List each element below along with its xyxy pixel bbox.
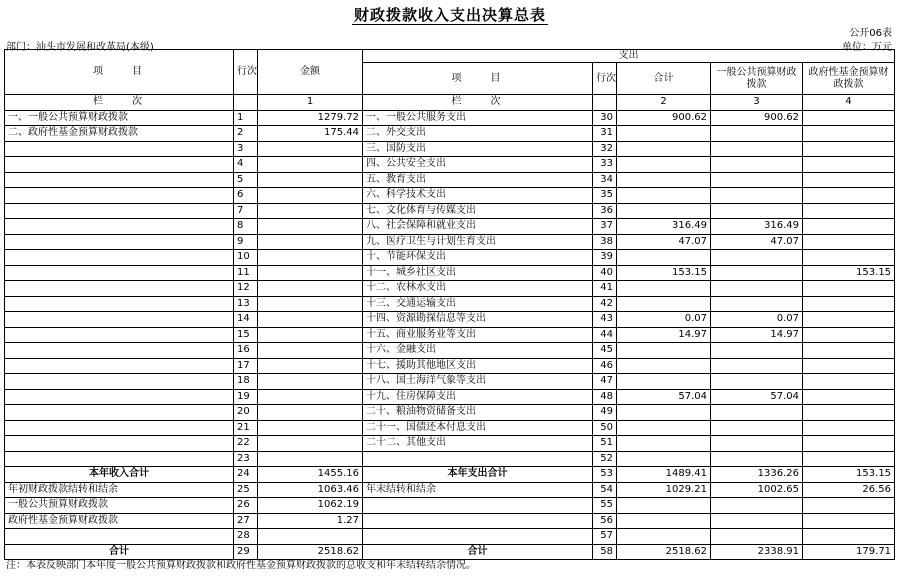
cell-li <box>5 343 234 359</box>
cell-li <box>5 172 234 188</box>
cell-g <box>711 188 803 204</box>
cell-la <box>258 436 363 452</box>
cell-rn: 55 <box>593 498 617 514</box>
cell-f <box>803 389 895 405</box>
cell-t <box>617 513 711 529</box>
cell-t <box>617 126 711 142</box>
footnote: 注：本表反映部门本年度一般公共预算财政拨款和政府性基金预算财政拨款的总收支和年末结转结余情况。 <box>6 560 476 571</box>
cell-g: 57.04 <box>711 389 803 405</box>
table-row <box>5 405 895 421</box>
cell-ln: 1 <box>234 110 258 126</box>
cell-t <box>617 141 711 157</box>
cell-g: 0.07 <box>711 312 803 328</box>
cell-li <box>5 312 234 328</box>
cell-la <box>258 250 363 266</box>
header-fund-budget: 政府性基金预算财政拨款 <box>803 63 895 95</box>
column-num-3: 3 <box>711 95 803 111</box>
cell-f <box>803 327 895 343</box>
cell-li <box>5 281 234 297</box>
cell-rn: 30 <box>593 110 617 126</box>
cell-rn: 39 <box>593 250 617 266</box>
cell-ri: 七、文化体育与传媒支出 <box>363 203 593 219</box>
cell-la <box>258 529 363 545</box>
cell-t: 2518.62 <box>617 544 711 560</box>
cell-ln: 24 <box>234 467 258 483</box>
cell-rn: 58 <box>593 544 617 560</box>
cell-ri: 十三、交通运输支出 <box>363 296 593 312</box>
table-row <box>5 219 895 235</box>
cell-ri <box>363 498 593 514</box>
cell-ri: 十、节能环保支出 <box>363 250 593 266</box>
cell-li <box>5 358 234 374</box>
cell-ln: 6 <box>234 188 258 204</box>
cell-ln: 23 <box>234 451 258 467</box>
cell-g: 14.97 <box>711 327 803 343</box>
cell-rn: 35 <box>593 188 617 204</box>
cell-g <box>711 296 803 312</box>
cell-la: 1455.16 <box>258 467 363 483</box>
cell-la <box>258 219 363 235</box>
table-row <box>5 451 895 467</box>
cell-rn: 45 <box>593 343 617 359</box>
cell-li <box>5 374 234 390</box>
table-row <box>5 467 895 483</box>
cell-rn: 50 <box>593 420 617 436</box>
cell-g: 900.62 <box>711 110 803 126</box>
cell-rn: 40 <box>593 265 617 281</box>
cell-ln: 19 <box>234 389 258 405</box>
cell-g: 47.07 <box>711 234 803 250</box>
cell-ri: 十一、城乡社区支出 <box>363 265 593 281</box>
cell-li <box>5 436 234 452</box>
cell-ri: 十四、资源勘探信息等支出 <box>363 312 593 328</box>
cell-rn: 57 <box>593 529 617 545</box>
cell-ln: 12 <box>234 281 258 297</box>
cell-rn: 56 <box>593 513 617 529</box>
cell-rn: 38 <box>593 234 617 250</box>
cell-la <box>258 234 363 250</box>
header-row-no-right: 行次 <box>593 63 617 95</box>
cell-ln: 8 <box>234 219 258 235</box>
cell-la <box>258 451 363 467</box>
cell-g <box>711 436 803 452</box>
cell-t: 900.62 <box>617 110 711 126</box>
table-row <box>5 327 895 343</box>
cell-f: 26.56 <box>803 482 895 498</box>
cell-f <box>803 436 895 452</box>
cell-f <box>803 157 895 173</box>
cell-t <box>617 157 711 173</box>
cell-t: 316.49 <box>617 219 711 235</box>
table-row <box>5 358 895 374</box>
cell-g <box>711 498 803 514</box>
cell-ri <box>363 451 593 467</box>
cell-rn: 48 <box>593 389 617 405</box>
cell-la <box>258 141 363 157</box>
cell-ri: 年末结转和结余 <box>363 482 593 498</box>
cell-ri: 二十、粮油物资储备支出 <box>363 405 593 421</box>
cell-la <box>258 296 363 312</box>
cell-g <box>711 265 803 281</box>
column-num-2: 2 <box>617 95 711 111</box>
cell-li: 一般公共预算财政拨款 <box>5 498 234 514</box>
cell-la <box>258 374 363 390</box>
cell-t <box>617 451 711 467</box>
cell-la <box>258 358 363 374</box>
cell-g <box>711 420 803 436</box>
cell-f <box>803 203 895 219</box>
cell-t <box>617 420 711 436</box>
cell-f <box>803 188 895 204</box>
cell-ln: 17 <box>234 358 258 374</box>
cell-f <box>803 529 895 545</box>
cell-t: 57.04 <box>617 389 711 405</box>
cell-la: 1.27 <box>258 513 363 529</box>
cell-la <box>258 405 363 421</box>
cell-g <box>711 343 803 359</box>
table-row <box>5 110 895 126</box>
cell-ln: 4 <box>234 157 258 173</box>
cell-ri: 十二、农林水支出 <box>363 281 593 297</box>
cell-ln: 13 <box>234 296 258 312</box>
cell-rn: 54 <box>593 482 617 498</box>
cell-la: 1062.19 <box>258 498 363 514</box>
cell-rn: 51 <box>593 436 617 452</box>
cell-g <box>711 374 803 390</box>
cell-rn: 52 <box>593 451 617 467</box>
cell-ln: 14 <box>234 312 258 328</box>
cell-ln: 20 <box>234 405 258 421</box>
cell-li <box>5 141 234 157</box>
cell-g <box>711 513 803 529</box>
cell-ln: 27 <box>234 513 258 529</box>
table-row <box>5 513 895 529</box>
cell-li <box>5 157 234 173</box>
cell-f <box>803 420 895 436</box>
cell-t: 47.07 <box>617 234 711 250</box>
cell-li: 二、政府性基金预算财政拨款 <box>5 126 234 142</box>
cell-t <box>617 203 711 219</box>
table-row <box>5 296 895 312</box>
table-row <box>5 420 895 436</box>
table-row <box>5 529 895 545</box>
cell-la <box>258 420 363 436</box>
header-expense: 支出 <box>363 50 895 63</box>
cell-li: 政府性基金预算财政拨款 <box>5 513 234 529</box>
cell-rn: 43 <box>593 312 617 328</box>
cell-rn: 34 <box>593 172 617 188</box>
cell-ri: 本年支出合计 <box>363 467 593 483</box>
cell-ln: 5 <box>234 172 258 188</box>
cell-rn: 46 <box>593 358 617 374</box>
cell-ri <box>363 529 593 545</box>
cell-rn: 41 <box>593 281 617 297</box>
table-row <box>5 234 895 250</box>
cell-t: 0.07 <box>617 312 711 328</box>
cell-g <box>711 172 803 188</box>
cell-g: 2338.91 <box>711 544 803 560</box>
cell-la <box>258 157 363 173</box>
cell-ri: 合计 <box>363 544 593 560</box>
cell-la: 1279.72 <box>258 110 363 126</box>
cell-f <box>803 451 895 467</box>
cell-ri: 二十二、其他支出 <box>363 436 593 452</box>
cell-f <box>803 141 895 157</box>
cell-f <box>803 219 895 235</box>
cell-f <box>803 126 895 142</box>
cell-ln: 2 <box>234 126 258 142</box>
cell-g <box>711 141 803 157</box>
cell-g: 316.49 <box>711 219 803 235</box>
table-row <box>5 265 895 281</box>
table-row <box>5 312 895 328</box>
table-row <box>5 374 895 390</box>
cell-ln: 3 <box>234 141 258 157</box>
cell-t <box>617 188 711 204</box>
header-item-right: 项 目 <box>363 63 593 95</box>
table-row <box>5 343 895 359</box>
cell-f <box>803 312 895 328</box>
cell-t: 153.15 <box>617 265 711 281</box>
cell-li <box>5 451 234 467</box>
cell-li <box>5 219 234 235</box>
cell-g: 1336.26 <box>711 467 803 483</box>
cell-g <box>711 281 803 297</box>
cell-f <box>803 498 895 514</box>
column-num-4: 4 <box>803 95 895 111</box>
cell-rn: 37 <box>593 219 617 235</box>
cell-li <box>5 250 234 266</box>
cell-g <box>711 157 803 173</box>
form-code: 公开06表 <box>849 28 892 39</box>
cell-li <box>5 265 234 281</box>
table-row <box>5 250 895 266</box>
cell-li: 一、一般公共预算财政拨款 <box>5 110 234 126</box>
cell-li <box>5 234 234 250</box>
table-row <box>5 389 895 405</box>
cell-ri: 十六、金融支出 <box>363 343 593 359</box>
table-row <box>5 281 895 297</box>
table-row <box>5 482 895 498</box>
cell-f <box>803 250 895 266</box>
cell-la <box>258 203 363 219</box>
cell-f <box>803 172 895 188</box>
cell-ln: 26 <box>234 498 258 514</box>
cell-g <box>711 203 803 219</box>
cell-ri <box>363 513 593 529</box>
cell-ri: 二十一、国债还本付息支出 <box>363 420 593 436</box>
cell-t <box>617 358 711 374</box>
table-row <box>5 172 895 188</box>
cell-ri: 九、医疗卫生与计划生育支出 <box>363 234 593 250</box>
cell-ln: 25 <box>234 482 258 498</box>
cell-ri: 十九、住房保障支出 <box>363 389 593 405</box>
table-row <box>5 498 895 514</box>
cell-li <box>5 327 234 343</box>
cell-la: 1063.46 <box>258 482 363 498</box>
unit-label: 单位：万元 <box>842 42 892 53</box>
cell-ln: 9 <box>234 234 258 250</box>
report-title: 财政拨款收入支出决算总表 <box>353 6 546 24</box>
cell-t <box>617 296 711 312</box>
cell-ln: 15 <box>234 327 258 343</box>
cell-li <box>5 405 234 421</box>
cell-f <box>803 281 895 297</box>
cell-rn: 44 <box>593 327 617 343</box>
cell-li <box>5 529 234 545</box>
cell-rn: 49 <box>593 405 617 421</box>
cell-ln: 10 <box>234 250 258 266</box>
cell-ri: 三、国防支出 <box>363 141 593 157</box>
cell-la: 175.44 <box>258 126 363 142</box>
cell-f: 179.71 <box>803 544 895 560</box>
column-label-left: 栏 次 <box>5 95 234 111</box>
cell-la <box>258 389 363 405</box>
cell-li <box>5 389 234 405</box>
cell-ri: 十八、国土海洋气象等支出 <box>363 374 593 390</box>
cell-f <box>803 513 895 529</box>
cell-f <box>803 358 895 374</box>
department-label: 部门：汕头市发展和改革局(本级) <box>6 42 154 53</box>
cell-rn: 33 <box>593 157 617 173</box>
cell-f <box>803 110 895 126</box>
table-row <box>5 126 895 142</box>
cell-g <box>711 529 803 545</box>
cell-ln: 21 <box>234 420 258 436</box>
cell-t: 14.97 <box>617 327 711 343</box>
cell-rn: 53 <box>593 467 617 483</box>
cell-ln: 22 <box>234 436 258 452</box>
cell-li: 年初财政拨款结转和结余 <box>5 482 234 498</box>
cell-g <box>711 451 803 467</box>
cell-ri: 八、社会保障和就业支出 <box>363 219 593 235</box>
cell-ri: 一、一般公共服务支出 <box>363 110 593 126</box>
cell-g: 1002.65 <box>711 482 803 498</box>
cell-ln: 29 <box>234 544 258 560</box>
header-general-budget: 一般公共预算财政拨款 <box>711 63 803 95</box>
cell-t: 1489.41 <box>617 467 711 483</box>
column-num-1: 1 <box>258 95 363 111</box>
table-row <box>5 157 895 173</box>
header-amount: 金额 <box>258 50 363 95</box>
cell-rn: 47 <box>593 374 617 390</box>
cell-rn: 42 <box>593 296 617 312</box>
cell-ri: 五、教育支出 <box>363 172 593 188</box>
cell-ln: 18 <box>234 374 258 390</box>
cell-la <box>258 343 363 359</box>
cell-t: 1029.21 <box>617 482 711 498</box>
cell-f <box>803 234 895 250</box>
cell-t <box>617 498 711 514</box>
cell-f <box>803 374 895 390</box>
cell-ln: 7 <box>234 203 258 219</box>
table-row <box>5 203 895 219</box>
cell-f: 153.15 <box>803 467 895 483</box>
cell-ri: 十五、商业服务业等支出 <box>363 327 593 343</box>
table-row <box>5 188 895 204</box>
cell-ri: 二、外交支出 <box>363 126 593 142</box>
cell-f <box>803 405 895 421</box>
cell-la <box>258 188 363 204</box>
cell-t <box>617 250 711 266</box>
header-row-no: 行次 <box>234 50 258 95</box>
cell-la <box>258 172 363 188</box>
cell-ri: 十七、援助其他地区支出 <box>363 358 593 374</box>
cell-g <box>711 358 803 374</box>
cell-li <box>5 296 234 312</box>
cell-rn: 36 <box>593 203 617 219</box>
cell-la: 2518.62 <box>258 544 363 560</box>
cell-t <box>617 436 711 452</box>
cell-g <box>711 250 803 266</box>
cell-la <box>258 327 363 343</box>
cell-f: 153.15 <box>803 265 895 281</box>
column-label-right: 栏 次 <box>363 95 593 111</box>
cell-f <box>803 296 895 312</box>
cell-li: 本年收入合计 <box>5 467 234 483</box>
cell-t <box>617 374 711 390</box>
cell-t <box>617 529 711 545</box>
cell-li <box>5 188 234 204</box>
cell-f <box>803 343 895 359</box>
cell-la <box>258 265 363 281</box>
cell-g <box>711 405 803 421</box>
cell-g <box>711 126 803 142</box>
budget-table <box>4 49 895 560</box>
cell-li: 合计 <box>5 544 234 560</box>
cell-rn: 31 <box>593 126 617 142</box>
cell-la <box>258 312 363 328</box>
cell-ln: 11 <box>234 265 258 281</box>
cell-li <box>5 420 234 436</box>
cell-t <box>617 172 711 188</box>
cell-ln: 16 <box>234 343 258 359</box>
header-total: 合计 <box>617 63 711 95</box>
cell-ri: 四、公共安全支出 <box>363 157 593 173</box>
cell-li <box>5 203 234 219</box>
cell-t <box>617 343 711 359</box>
cell-la <box>258 281 363 297</box>
table-row <box>5 141 895 157</box>
cell-ri: 六、科学技术支出 <box>363 188 593 204</box>
cell-t <box>617 281 711 297</box>
cell-t <box>617 405 711 421</box>
cell-rn: 32 <box>593 141 617 157</box>
table-row <box>5 436 895 452</box>
cell-ln: 28 <box>234 529 258 545</box>
header-item: 项 目 <box>5 50 234 95</box>
